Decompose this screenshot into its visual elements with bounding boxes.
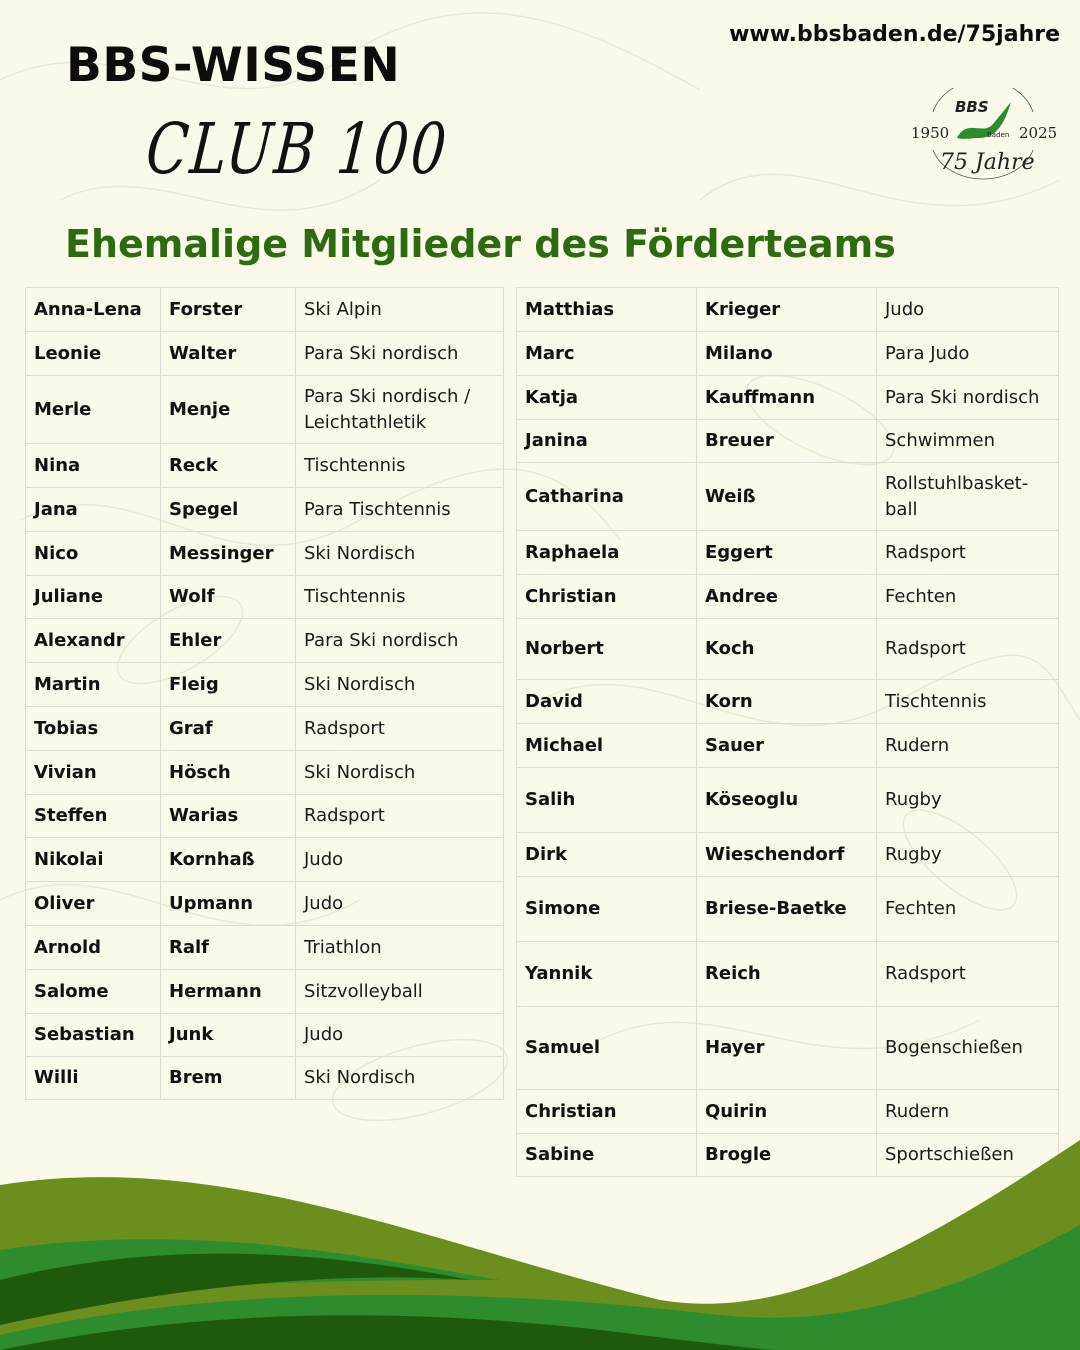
first-name-cell: Steffen [26, 795, 161, 838]
last-name-cell: Forster [161, 288, 296, 332]
sport-cell: Radsport [296, 707, 504, 751]
sport-cell: Rugby [877, 833, 1059, 877]
last-name-cell: Ralf [161, 926, 296, 970]
table-row [26, 1014, 504, 1057]
sport-cell: Ski Alpin [296, 288, 504, 332]
sport-cell: Bogenschießen [877, 1007, 1059, 1090]
table-row [26, 970, 504, 1014]
table-row [26, 488, 504, 532]
last-name-cell: Quirin [697, 1090, 877, 1134]
last-name-cell: Breuer [697, 420, 877, 463]
last-name-cell: Reich [697, 942, 877, 1007]
table-row [517, 332, 1059, 376]
table-row [26, 751, 504, 795]
members-table-left [25, 287, 504, 1100]
table-row [517, 1090, 1059, 1134]
sport-cell: Rollstuhlbasket-ball [877, 463, 1059, 531]
table-row [26, 332, 504, 376]
sport-cell: Para Ski nordisch [296, 619, 504, 663]
sport-cell: Para Ski nordisch [877, 376, 1059, 420]
last-name-cell: Hermann [161, 970, 296, 1014]
table-row [26, 838, 504, 882]
sport-cell: Radsport [877, 619, 1059, 680]
first-name-cell: Arnold [26, 926, 161, 970]
last-name-cell: Milano [697, 332, 877, 376]
first-name-cell: Christian [517, 1090, 697, 1134]
first-name-cell: Samuel [517, 1007, 697, 1090]
sport-cell: Tischtennis [296, 444, 504, 488]
last-name-cell: Walter [161, 332, 296, 376]
website-url[interactable]: www.bbsbaden.de/75jahre [729, 22, 1060, 47]
last-name-cell: Junk [161, 1014, 296, 1057]
last-name-cell: Menje [161, 376, 296, 444]
last-name-cell: Brogle [697, 1134, 877, 1177]
first-name-cell: Alexandr [26, 619, 161, 663]
members-table-right [516, 287, 1059, 1177]
section-heading: Ehemalige Mitglieder des Förderteams [65, 222, 896, 266]
last-name-cell: Krieger [697, 288, 877, 332]
first-name-cell: Catharina [517, 463, 697, 531]
last-name-cell: Brem [161, 1057, 296, 1100]
last-name-cell: Andree [697, 575, 877, 619]
table-row [26, 1057, 504, 1100]
first-name-cell: Yannik [517, 942, 697, 1007]
sport-cell: Ski Nordisch [296, 751, 504, 795]
first-name-cell: Martin [26, 663, 161, 707]
table-row [517, 463, 1059, 531]
table-row [517, 680, 1059, 724]
table-row [26, 288, 504, 332]
table-row [26, 882, 504, 926]
last-name-cell: Eggert [697, 531, 877, 575]
first-name-cell: Tobias [26, 707, 161, 751]
first-name-cell: Simone [517, 877, 697, 942]
sport-cell: Fechten [877, 575, 1059, 619]
first-name-cell: Norbert [517, 619, 697, 680]
sport-cell: Judo [296, 882, 504, 926]
last-name-cell: Fleig [161, 663, 296, 707]
first-name-cell: Nikolai [26, 838, 161, 882]
first-name-cell: Salih [517, 768, 697, 833]
first-name-cell: Marc [517, 332, 697, 376]
table-row [26, 795, 504, 838]
table-row [517, 376, 1059, 420]
logo-year-end: 2025 [1019, 124, 1058, 142]
sport-cell: Triathlon [296, 926, 504, 970]
club-subtitle: CLUB 100 [143, 108, 452, 190]
first-name-cell: Christian [517, 575, 697, 619]
first-name-cell: Sebastian [26, 1014, 161, 1057]
table-row [26, 619, 504, 663]
last-name-cell: Upmann [161, 882, 296, 926]
table-row [26, 532, 504, 576]
sport-cell: Ski Nordisch [296, 532, 504, 576]
table-row [517, 833, 1059, 877]
last-name-cell: Kauffmann [697, 376, 877, 420]
last-name-cell: Wieschendorf [697, 833, 877, 877]
sport-cell: Para Judo [877, 332, 1059, 376]
table-row [26, 663, 504, 707]
last-name-cell: Wolf [161, 576, 296, 619]
sport-cell: Rudern [877, 1090, 1059, 1134]
first-name-cell: David [517, 680, 697, 724]
last-name-cell: Messinger [161, 532, 296, 576]
table-row [517, 724, 1059, 768]
logo-abbr: BBS [955, 98, 989, 116]
sport-cell: Ski Nordisch [296, 663, 504, 707]
table-row [517, 877, 1059, 942]
table-row [517, 1007, 1059, 1090]
sport-cell: Para Ski nordisch [296, 332, 504, 376]
sport-cell: Para Tischtennis [296, 488, 504, 532]
first-name-cell: Raphaela [517, 531, 697, 575]
last-name-cell: Koch [697, 619, 877, 680]
last-name-cell: Sauer [697, 724, 877, 768]
table-row [26, 707, 504, 751]
last-name-cell: Briese-Baetke [697, 877, 877, 942]
last-name-cell: Köseoglu [697, 768, 877, 833]
first-name-cell: Sabine [517, 1134, 697, 1177]
sport-cell: Sportschießen [877, 1134, 1059, 1177]
first-name-cell: Leonie [26, 332, 161, 376]
table-row [517, 619, 1059, 680]
first-name-cell: Juliane [26, 576, 161, 619]
sport-cell: Judo [877, 288, 1059, 332]
first-name-cell: Jana [26, 488, 161, 532]
table-row [517, 942, 1059, 1007]
table-row [517, 288, 1059, 332]
table-row [26, 926, 504, 970]
sport-cell: Tischtennis [877, 680, 1059, 724]
first-name-cell: Vivian [26, 751, 161, 795]
sport-cell: Radsport [877, 531, 1059, 575]
first-name-cell: Michael [517, 724, 697, 768]
sport-cell: Fechten [877, 877, 1059, 942]
table-row [517, 420, 1059, 463]
sport-cell: Schwimmen [877, 420, 1059, 463]
sport-cell: Rudern [877, 724, 1059, 768]
logo-region: Baden [987, 131, 1010, 139]
first-name-cell: Matthias [517, 288, 697, 332]
first-name-cell: Anna-Lena [26, 288, 161, 332]
table-row [26, 444, 504, 488]
first-name-cell: Nico [26, 532, 161, 576]
sport-cell: Sitzvolleyball [296, 970, 504, 1014]
table-row [517, 768, 1059, 833]
sport-cell: Judo [296, 838, 504, 882]
last-name-cell: Hösch [161, 751, 296, 795]
first-name-cell: Willi [26, 1057, 161, 1100]
last-name-cell: Reck [161, 444, 296, 488]
logo-year-start: 1950 [911, 124, 950, 142]
sport-cell: Rugby [877, 768, 1059, 833]
sport-cell: Tischtennis [296, 576, 504, 619]
sport-cell: Judo [296, 1014, 504, 1057]
last-name-cell: Kornhaß [161, 838, 296, 882]
first-name-cell: Nina [26, 444, 161, 488]
last-name-cell: Spegel [161, 488, 296, 532]
sport-cell: Para Ski nordisch / Leichtathletik [296, 376, 504, 444]
first-name-cell: Oliver [26, 882, 161, 926]
last-name-cell: Ehler [161, 619, 296, 663]
table-row [517, 531, 1059, 575]
first-name-cell: Janina [517, 420, 697, 463]
last-name-cell: Hayer [697, 1007, 877, 1090]
brand-title: BBS-WISSEN [66, 38, 401, 93]
logo-anniversary: 75 Jahre [940, 150, 1035, 175]
sport-cell: Radsport [877, 942, 1059, 1007]
sport-cell: Ski Nordisch [296, 1057, 504, 1100]
last-name-cell: Graf [161, 707, 296, 751]
first-name-cell: Salome [26, 970, 161, 1014]
first-name-cell: Dirk [517, 833, 697, 877]
first-name-cell: Merle [26, 376, 161, 444]
last-name-cell: Weiß [697, 463, 877, 531]
anniversary-logo [905, 88, 1060, 193]
table-row [517, 575, 1059, 619]
last-name-cell: Korn [697, 680, 877, 724]
table-row [26, 376, 504, 444]
decorative-waves [0, 1130, 1080, 1350]
first-name-cell: Katja [517, 376, 697, 420]
last-name-cell: Warias [161, 795, 296, 838]
sport-cell: Radsport [296, 795, 504, 838]
table-row [26, 576, 504, 619]
